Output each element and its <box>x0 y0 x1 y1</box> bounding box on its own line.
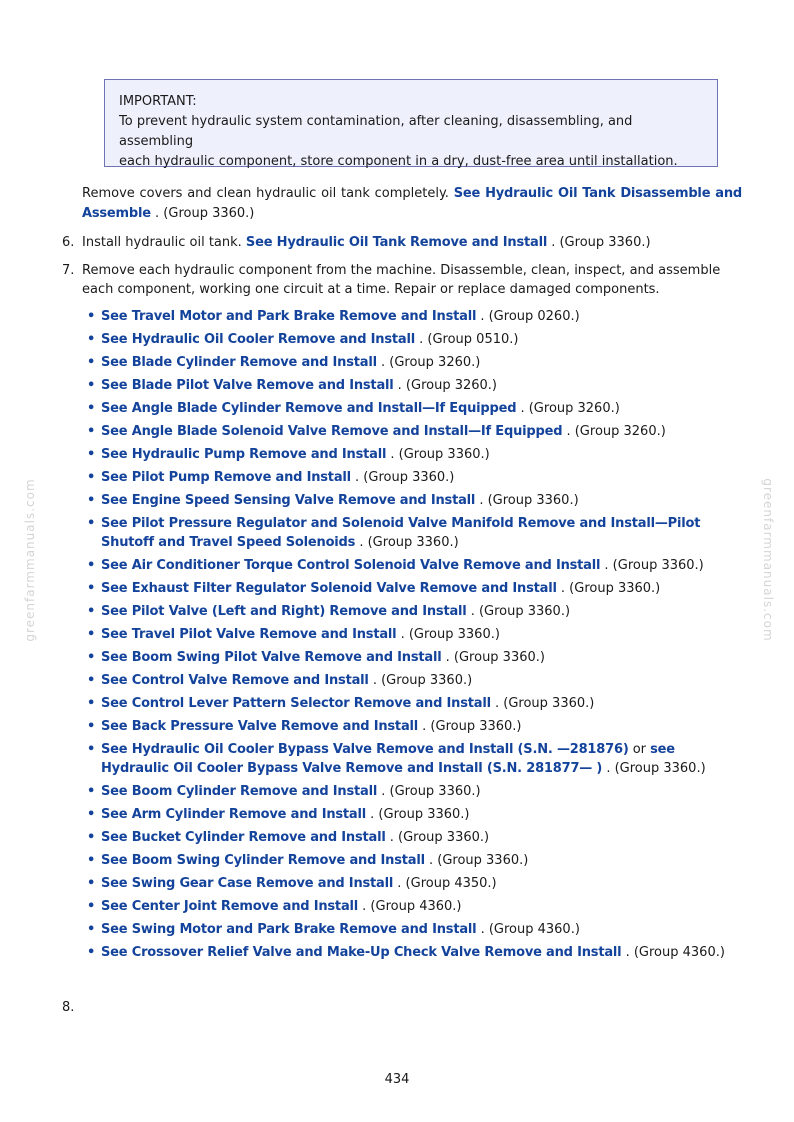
list-item <box>84 943 734 962</box>
list-item <box>84 399 734 418</box>
group-reference: . (Group 3360.) <box>372 673 473 688</box>
list-item <box>84 625 734 644</box>
group-reference: . (Group 3360.) <box>400 627 500 642</box>
procedure-link[interactable]: See Angle Blade Cylinder Remove and Install—If Equipped <box>101 401 517 416</box>
group-reference: . (Group 3360.) <box>381 784 481 799</box>
intro-paragraph <box>82 184 742 224</box>
bullet-icon: • <box>87 378 96 393</box>
list-item <box>84 648 734 667</box>
procedure-link[interactable]: See Boom Swing Cylinder Remove and Install <box>101 853 425 868</box>
group-reference: . (Group 3360.) <box>422 719 522 734</box>
bullet-icon: • <box>87 309 96 324</box>
list-item <box>84 717 734 736</box>
procedure-link[interactable]: See Travel Motor and Park Brake Remove and Install <box>101 309 477 324</box>
procedure-link[interactable]: See Arm Cylinder Remove and Install <box>101 807 367 822</box>
procedure-link[interactable]: See Hydraulic Oil Cooler Remove and Install <box>101 332 415 347</box>
procedure-link[interactable]: See Hydraulic Oil Cooler Bypass Valve Remove and Install (S.N. —281876) <box>101 742 629 757</box>
bullet-icon: • <box>87 945 96 960</box>
component-procedure-list <box>84 307 734 966</box>
group-reference: . (Group 3360.) <box>560 581 661 596</box>
list-item <box>84 376 734 395</box>
bullet-icon: • <box>87 558 96 573</box>
link-connector: or <box>628 742 651 757</box>
intro-text: Remove covers and clean hydraulic oil tank completely. <box>82 186 449 201</box>
list-item <box>84 920 734 939</box>
important-line-1: To prevent hydraulic system contamination, after cleaning, disassembling, and assembling <box>119 114 633 149</box>
group-reference: . (Group 0260.) <box>480 309 580 324</box>
group-reference: . (Group 3260.) <box>566 424 666 439</box>
bullet-icon: • <box>87 401 96 416</box>
group-reference: . (Group 3360.) <box>604 558 704 573</box>
bullet-icon: • <box>87 447 96 462</box>
list-item <box>84 445 734 464</box>
procedure-link[interactable]: See Boom Cylinder Remove and Install <box>101 784 378 799</box>
step-6-text: Install hydraulic oil tank. <box>82 235 242 250</box>
bullet-icon: • <box>87 604 96 619</box>
page-number: 434 <box>384 1072 410 1087</box>
procedure-link[interactable]: See Control Lever Pattern Selector Remove and Install <box>101 696 491 711</box>
bullet-icon: • <box>87 470 96 485</box>
group-reference: . (Group 4360.) <box>480 922 580 937</box>
list-item <box>84 602 734 621</box>
step-6-group: . (Group 3360.) <box>551 235 651 250</box>
procedure-link[interactable]: See Angle Blade Solenoid Valve Remove and Install—If Equipped <box>101 424 563 439</box>
group-reference: . (Group 4360.) <box>362 899 462 914</box>
list-item <box>84 851 734 870</box>
list-item <box>84 897 734 916</box>
list-item <box>84 782 734 801</box>
list-item <box>84 514 734 552</box>
list-item <box>84 805 734 824</box>
procedure-link[interactable]: See Pilot Valve (Left and Right) Remove and Install <box>101 604 467 619</box>
group-reference: . (Group 3360.) <box>359 535 459 550</box>
bullet-icon: • <box>87 424 96 439</box>
step-8-number: 8. <box>62 1000 75 1015</box>
group-reference: . (Group 4350.) <box>397 876 497 891</box>
list-item <box>84 671 734 690</box>
intro-group: . (Group 3360.) <box>155 206 255 221</box>
list-item <box>84 491 734 510</box>
list-item <box>84 307 734 326</box>
bullet-icon: • <box>87 581 96 596</box>
group-reference: . (Group 3360.) <box>428 853 529 868</box>
important-line-2: each hydraulic component, store component in a dry, dust-free area until installation. <box>119 154 678 169</box>
bullet-icon: • <box>87 719 96 734</box>
bullet-icon: • <box>87 332 96 347</box>
list-item <box>84 874 734 893</box>
step-7 <box>62 261 752 299</box>
bullet-icon: • <box>87 627 96 642</box>
procedure-link[interactable]: See Blade Cylinder Remove and Install <box>101 355 377 370</box>
procedure-link[interactable]: See Pilot Pressure Regulator and Solenoid Valve Manifold Remove and Install—Pilot Shutoff and Travel Speed Solenoids <box>101 516 701 550</box>
group-reference: . (Group 0510.) <box>419 332 519 347</box>
step-6 <box>62 233 752 252</box>
group-reference: . (Group 3260.) <box>397 378 498 393</box>
bullet-icon: • <box>87 922 96 937</box>
procedure-link[interactable]: See Crossover Relief Valve and Make-Up Check Valve Remove and Install <box>101 945 622 960</box>
bullet-icon: • <box>87 493 96 508</box>
procedure-link[interactable]: See Back Pressure Valve Remove and Install <box>101 719 419 734</box>
list-item <box>84 828 734 847</box>
list-item <box>84 353 734 372</box>
procedure-link[interactable]: See Control Valve Remove and Install <box>101 673 369 688</box>
bullet-icon: • <box>87 673 96 688</box>
group-reference: . (Group 3260.) <box>520 401 620 416</box>
procedure-link[interactable]: See Swing Motor and Park Brake Remove and Install <box>101 922 477 937</box>
bullet-icon: • <box>87 650 96 665</box>
group-reference: . (Group 3360.) <box>355 470 455 485</box>
important-title: IMPORTANT: <box>119 94 197 109</box>
group-reference: . (Group 3360.) <box>389 830 490 845</box>
group-reference: . (Group 3360.) <box>479 493 579 508</box>
tank-disassemble-link[interactable]: See Hydraulic Oil Tank Disassemble and Assemble <box>82 186 743 221</box>
list-item <box>84 579 734 598</box>
procedure-link[interactable]: See Bucket Cylinder Remove and Install <box>101 830 386 845</box>
procedure-link[interactable]: See Center Joint Remove and Install <box>101 899 359 914</box>
bullet-icon: • <box>87 696 96 711</box>
procedure-link[interactable]: See Air Conditioner Torque Control Solenoid Valve Remove and Install <box>101 558 601 573</box>
watermark-left: greenfarmmanuals.com <box>23 478 37 642</box>
group-reference: . (Group 3360.) <box>445 650 545 665</box>
bullet-icon: • <box>87 899 96 914</box>
group-reference: . (Group 3260.) <box>381 355 481 370</box>
procedure-link[interactable]: See Boom Swing Pilot Valve Remove and Install <box>101 650 442 665</box>
procedure-link[interactable]: See Blade Pilot Valve Remove and Install <box>101 378 394 393</box>
procedure-link[interactable]: See Pilot Pump Remove and Install <box>101 470 351 485</box>
important-notice <box>104 79 718 167</box>
watermark-right: greenfarmmanuals.com <box>761 478 775 642</box>
procedure-link[interactable]: See Engine Speed Sensing Valve Remove and Install <box>101 493 476 508</box>
bullet-icon: • <box>87 830 96 845</box>
list-item <box>84 422 734 441</box>
step-7-number: 7. <box>62 263 75 278</box>
bullet-icon: • <box>87 853 96 868</box>
group-reference: . (Group 3360.) <box>370 807 470 822</box>
bullet-icon: • <box>87 355 96 370</box>
step-6-number: 6. <box>62 235 75 250</box>
group-reference: . (Group 3360.) <box>606 761 706 776</box>
group-reference: . (Group 4360.) <box>625 945 725 960</box>
group-reference: . (Group 3360.) <box>495 696 595 711</box>
tank-remove-install-link[interactable]: See Hydraulic Oil Tank Remove and Install <box>245 235 548 250</box>
list-item <box>84 740 734 778</box>
procedure-link[interactable]: See Swing Gear Case Remove and Install <box>101 876 394 891</box>
list-item <box>84 468 734 487</box>
procedure-link[interactable]: See Exhaust Filter Regulator Solenoid Valve Remove and Install <box>101 581 557 596</box>
list-item <box>84 330 734 349</box>
list-item <box>84 556 734 575</box>
procedure-link-alt[interactable]: see Hydraulic Oil Cooler Bypass Valve Remove and Install (S.N. 281877— ) <box>101 742 675 776</box>
list-item <box>84 694 734 713</box>
bullet-icon: • <box>87 516 96 531</box>
bullet-icon: • <box>87 876 96 891</box>
bullet-icon: • <box>87 807 96 822</box>
step-7-text: Remove each hydraulic component from the machine. Disassemble, clean, inspect, and assemble each component, working one circuit at a time. Repair or replace damaged components. <box>82 263 721 297</box>
procedure-link[interactable]: See Travel Pilot Valve Remove and Install <box>101 627 397 642</box>
group-reference: . (Group 3360.) <box>390 447 490 462</box>
procedure-link[interactable]: See Hydraulic Pump Remove and Install <box>101 447 387 462</box>
bullet-icon: • <box>87 742 96 757</box>
group-reference: . (Group 3360.) <box>470 604 571 619</box>
bullet-icon: • <box>87 784 96 799</box>
